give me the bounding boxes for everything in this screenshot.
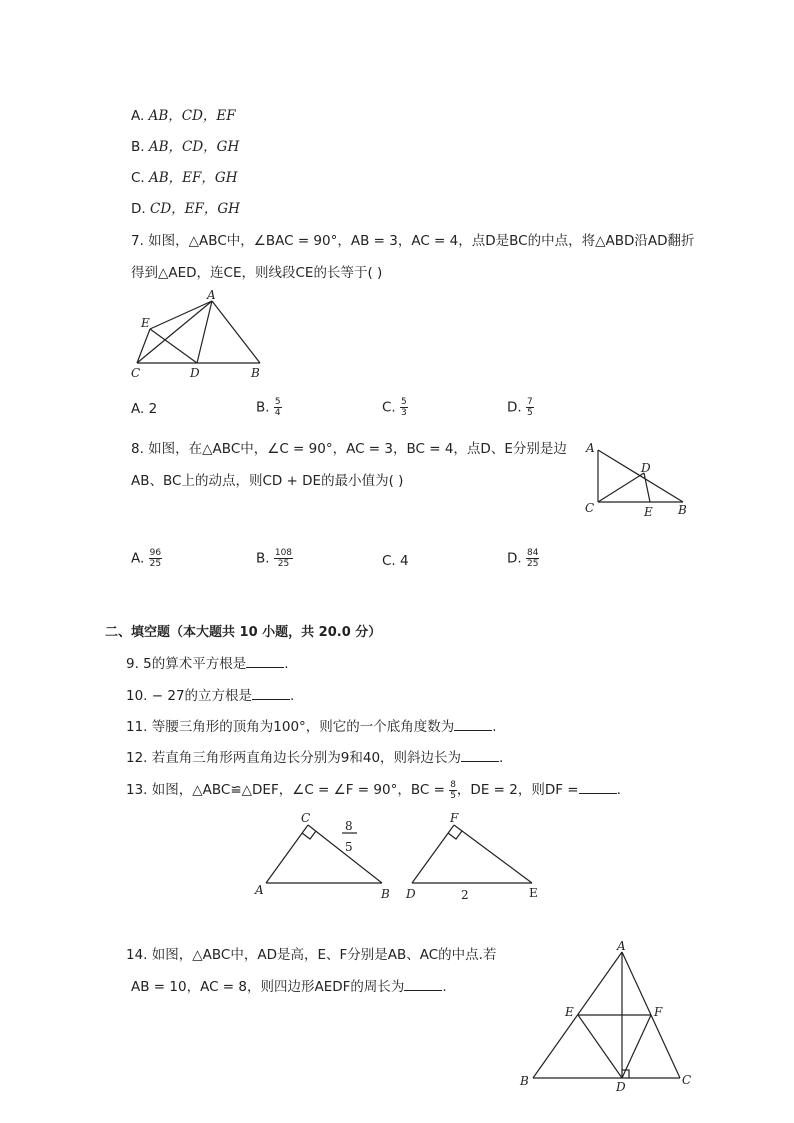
denominator: 5 [526, 408, 533, 418]
label-d: D [641, 461, 651, 475]
question-text: ，DE = 2，则DF = [456, 782, 579, 798]
q13 [126, 778, 621, 801]
label-a: A [586, 441, 595, 455]
side-label: 2 [461, 888, 469, 902]
denominator: 5 [450, 790, 456, 801]
label-e: E [141, 316, 150, 330]
label-e: E [529, 886, 538, 900]
numerator: 5 [401, 397, 407, 407]
denominator: 4 [274, 408, 281, 418]
q10 [126, 684, 294, 704]
fraction [449, 780, 457, 801]
q8-stem-line1: 8. 如图，在△ABC中，∠C = 90°，AC = 3，BC = 4，点D、E分别是边 [131, 441, 567, 457]
option-letter: A. [131, 401, 145, 417]
denominator: 25 [526, 559, 539, 569]
fraction [526, 397, 534, 418]
denominator: 25 [277, 559, 290, 569]
label-c: C [301, 811, 311, 825]
option-value: 2 [148, 401, 158, 417]
period: . [499, 750, 504, 766]
option-letter: D. [507, 399, 522, 416]
option-letter: A. [131, 550, 145, 567]
fraction [274, 397, 282, 418]
q8-option-c [382, 553, 409, 569]
answer-blank [246, 655, 284, 668]
side-den: 5 [345, 840, 353, 854]
question-text: AB = 10，AC = 8，则四边形AEDF的周长为 [131, 979, 405, 995]
label-b: B [251, 366, 260, 380]
answer-blank [404, 978, 442, 991]
answer-blank [454, 718, 492, 731]
q14-stem-line1: 14. 如图，△ABC中，AD是高，E、F分别是AB、AC的中点.若 [126, 947, 497, 963]
q7-option-d [507, 397, 534, 418]
question-text: 10. − 27的立方根是 [126, 688, 253, 704]
period: . [616, 782, 621, 798]
label-d: D [616, 1080, 626, 1094]
label-d: D [190, 366, 200, 380]
q6-option-a [131, 104, 236, 124]
denominator: 25 [149, 559, 162, 569]
answer-blank [252, 687, 290, 700]
q7-stem-line1: 7. 如图，△ABC中，∠BAC = 90°，AB = 3，AC = 4，点D是BC的中点，将△ABD沿AD翻折 [131, 233, 695, 249]
label-c: C [585, 501, 595, 515]
side-num: 8 [345, 819, 353, 833]
label-e: E [565, 1005, 574, 1019]
label-a: A [207, 288, 216, 302]
fraction [400, 397, 408, 418]
question-text: 12. 若直角三角形两直角边长分别为9和40，则斜边长为 [126, 750, 462, 766]
q6-option-d [131, 197, 240, 217]
q8-figure [580, 436, 700, 521]
denominator: 3 [401, 408, 407, 418]
option-letter: C. [382, 553, 396, 569]
option-letter: B. [131, 139, 145, 155]
question-text: 11. 等腰三角形的顶角为100°，则它的一个底角度数为 [126, 719, 455, 735]
numerator: 108 [274, 548, 293, 558]
option-letter: C. [382, 399, 396, 416]
option-text: AB，EF，GH [149, 170, 238, 186]
question-text: 9. 5的算术平方根是 [126, 656, 247, 672]
option-text: AB，CD，GH [148, 139, 240, 155]
numerator: 96 [149, 548, 162, 558]
label-f: F [654, 1005, 663, 1019]
label-f: F [450, 811, 459, 825]
q11 [126, 715, 497, 735]
numerator: 5 [274, 397, 281, 407]
option-letter: C. [131, 170, 145, 186]
option-letter: B. [256, 550, 270, 567]
question-text: 13. 如图，△ABC≌△DEF，∠C = ∠F = 90°，BC = [126, 782, 445, 798]
q8-option-a [131, 548, 162, 569]
q14-stem-line2 [131, 975, 447, 995]
option-letter: D. [131, 201, 146, 217]
label-e: E [644, 505, 653, 519]
period: . [442, 979, 447, 995]
label-c: C [131, 366, 141, 380]
answer-blank [579, 781, 617, 794]
q6-option-b [131, 135, 239, 155]
option-letter: A. [131, 108, 145, 124]
label-b: B [678, 503, 687, 517]
label-b: B [520, 1074, 529, 1088]
numerator: 7 [526, 397, 533, 407]
q9 [126, 652, 289, 672]
q14-figure [512, 934, 712, 1098]
q7-option-a [131, 401, 157, 417]
q7-option-b [256, 397, 282, 418]
numerator: 8 [450, 779, 456, 790]
q13-figure [250, 808, 550, 904]
numerator: 84 [526, 548, 539, 558]
period: . [284, 656, 289, 672]
label-b: B [381, 887, 390, 901]
fraction [526, 548, 539, 569]
label-d: D [406, 887, 416, 901]
q7-option-c [382, 397, 408, 418]
q8-option-b [256, 548, 293, 569]
section-heading: 二、填空题（本大题共 10 小题，共 20.0 分） [105, 625, 382, 640]
option-letter: B. [256, 399, 270, 416]
option-text: CD，EF，GH [149, 201, 240, 217]
option-letter: D. [507, 550, 522, 567]
fraction [149, 548, 162, 569]
answer-blank [461, 749, 499, 762]
period: . [290, 688, 295, 704]
q7-figure [125, 285, 275, 380]
label-a: A [255, 883, 264, 897]
q8-option-d [507, 548, 539, 569]
q7-stem-line2: 得到△AED，连CE，则线段CE的长等于( ) [131, 265, 383, 281]
q6-option-c [131, 166, 237, 186]
period: . [492, 719, 497, 735]
q12 [126, 746, 503, 766]
label-c: C [682, 1073, 692, 1087]
option-value: 4 [400, 553, 409, 569]
option-text: AB，CD，EF [148, 108, 236, 124]
label-a: A [617, 939, 626, 953]
q8-stem-line2: AB、BC上的动点，则CD + DE的最小值为( ) [131, 473, 404, 489]
fraction [274, 548, 293, 569]
